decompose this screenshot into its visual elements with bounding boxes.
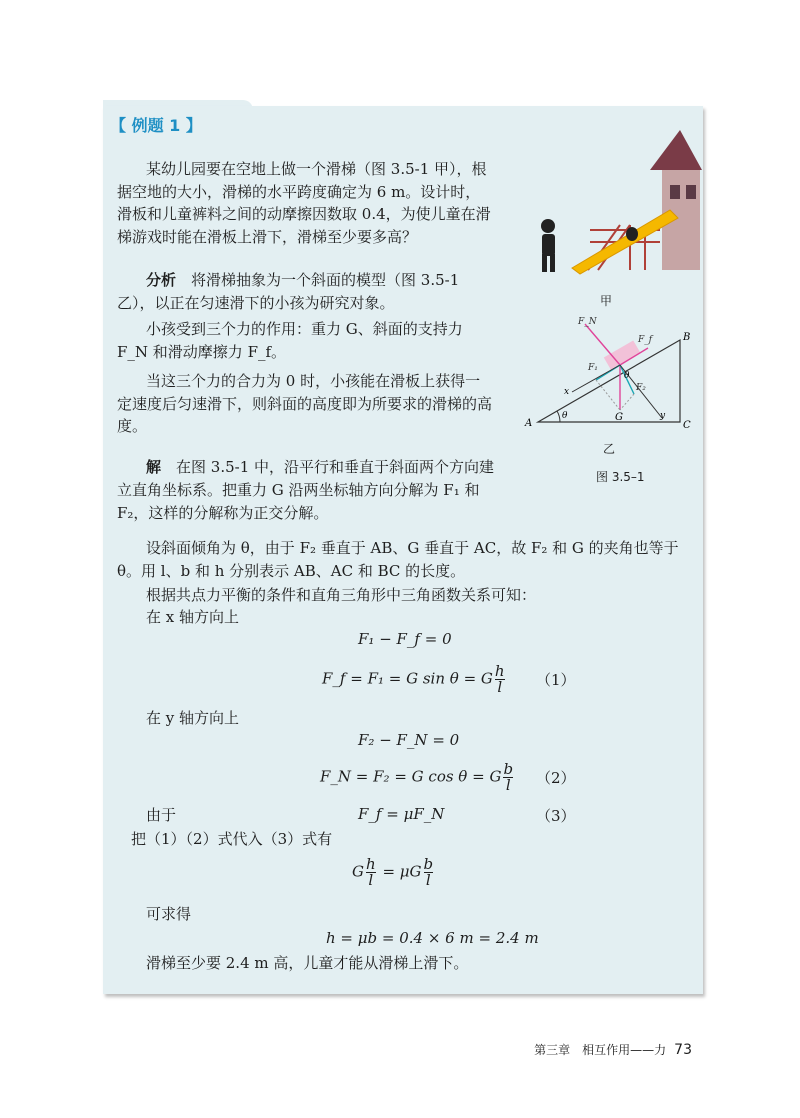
angle-text: 设斜面倾角为 θ，由于 F₂ 垂直于 AB、G 垂直于 AC，故 F₂ 和 G 的夹角也等于 θ。用 l、b 和 h 分别表示 AB、AC 和 BC 的长度。 <box>117 539 679 580</box>
label-A: A <box>525 418 533 429</box>
equation-1b <box>322 664 507 695</box>
fraction-den: l <box>424 872 434 888</box>
solution-label: 解 <box>146 458 162 476</box>
page-footer <box>534 1041 692 1058</box>
fraction-den: l <box>366 872 376 888</box>
normal-force-arrow <box>585 324 620 365</box>
label-F1: F₁ <box>588 363 598 373</box>
analysis-text-2: 小孩受到三个力的作用：重力 G、斜面的支持力 F_N 和滑动摩擦力 F_f。 <box>117 320 463 361</box>
conclusion-text: 滑梯至少要 2.4 m 高，儿童才能从滑梯上滑下。 <box>146 954 469 972</box>
tower-window <box>686 185 696 199</box>
dashed-guide <box>620 394 634 410</box>
analysis-label: 分析 <box>146 271 177 289</box>
condition-text: 根据共点力平衡的条件和直角三角形中三角函数关系可知： <box>146 586 537 604</box>
analysis-paragraph <box>117 269 495 314</box>
equation-3-tag: （3） <box>536 807 576 825</box>
child-on-slide <box>626 227 638 241</box>
fraction-num: b <box>423 855 434 873</box>
problem-text: 某幼儿园要在空地上做一个滑梯（图 3.5-1 甲），根据空地的大小，滑梯的水平跨度确定为 6 m。设计时，滑板和儿童裤料之间的动摩擦因数取 0.4，为使儿童在滑梯游戏时能在滑板上滑下，滑梯至少要多高？ <box>117 160 491 246</box>
equation-2a: F₂ − F_N = 0 <box>358 731 460 749</box>
label-FN: F_N <box>578 317 597 327</box>
label-x: x <box>564 387 570 397</box>
label-B: B <box>683 332 691 343</box>
page-number: 73 <box>674 1042 692 1058</box>
child-block <box>604 340 640 369</box>
label-theta: θ <box>562 411 568 421</box>
equation-1-tag: （1） <box>536 671 576 689</box>
equation-4-mid: = μG <box>382 862 422 881</box>
figure-b-label: 乙 <box>603 442 616 456</box>
label-G: G <box>615 412 623 423</box>
equation-1a: F₁ − F_f = 0 <box>358 630 452 648</box>
equation-4-left: G <box>352 862 364 881</box>
fraction-den: l <box>495 679 505 695</box>
incline-force-diagram <box>520 310 700 435</box>
fraction-h-over-l <box>366 857 376 888</box>
figure-a-label: 甲 <box>600 294 613 308</box>
example-title: 【 例题 1 】 <box>110 116 202 135</box>
tower-roof <box>650 130 702 170</box>
fraction-h-over-l <box>495 664 505 695</box>
equation-3: F_f = μF_N <box>358 805 445 823</box>
equation-5: h = μb = 0.4 × 6 m = 2.4 m <box>326 929 539 947</box>
tower-window <box>670 185 680 199</box>
equation-2b-left: F_N = F₂ = G cos θ = G <box>320 767 502 786</box>
theta-arc <box>557 411 560 422</box>
label-F2: F₂ <box>636 383 646 393</box>
equation-2b <box>320 762 515 793</box>
because-text: 由于 <box>146 806 177 824</box>
fraction-b-over-l <box>424 857 434 888</box>
label-theta-2: θ <box>624 371 630 381</box>
solution-paragraph <box>117 456 495 525</box>
fraction-num: h <box>494 662 505 680</box>
equation-1b-left: F_f = F₁ = G sin θ = G <box>322 669 493 688</box>
fraction-num: h <box>365 855 376 873</box>
equation-2-tag: （2） <box>536 769 576 787</box>
y-axis-text: 在 y 轴方向上 <box>146 709 240 727</box>
playground-slide-illustration <box>520 130 710 280</box>
figure-caption: 图 3.5–1 <box>596 470 645 484</box>
fraction-num: b <box>503 760 514 778</box>
result-intro: 可求得 <box>146 905 192 923</box>
solution-text: 在图 3.5-1 中，沿平行和垂直于斜面两个方向建立直角坐标系。把重力 G 沿两坐标轴方向分解为 F₁ 和 F₂，这样的分解称为正交分解。 <box>117 458 495 522</box>
label-C: C <box>683 420 691 431</box>
substitute-text: 把（1）（2）式代入（3）式有 <box>131 830 333 848</box>
footer-chapter: 第三章 相互作用——力 <box>534 1043 667 1057</box>
dashed-guide <box>596 380 620 410</box>
analysis-text-1: 将滑梯抽象为一个斜面的模型（图 3.5-1 乙），以正在匀速滑下的小孩为研究对象。 <box>117 271 460 312</box>
analysis-text-3: 当这三个力的合力为 0 时，小孩能在滑板上获得一定速度后匀速滑下，则斜面的高度即为所要求的滑梯的高度。 <box>117 372 493 435</box>
child-silhouette <box>541 219 555 272</box>
label-y: y <box>660 411 666 421</box>
fraction-den: l <box>503 777 513 793</box>
equation-4 <box>352 857 435 888</box>
x-axis-text: 在 x 轴方向上 <box>146 608 239 626</box>
label-Ff: F_f <box>638 335 653 345</box>
fraction-b-over-l <box>503 762 513 793</box>
